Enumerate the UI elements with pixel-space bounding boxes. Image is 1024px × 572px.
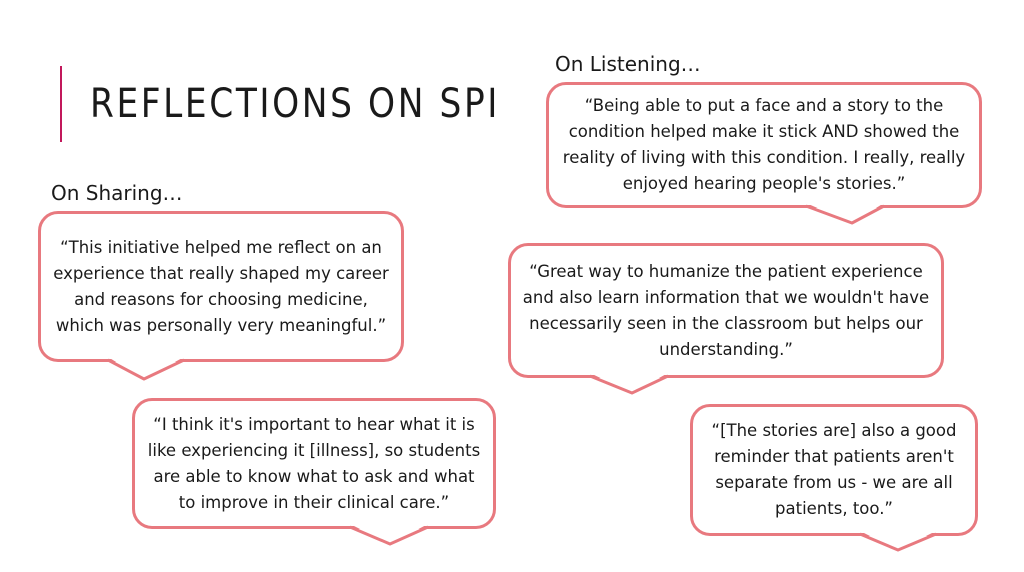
quote-bubble-listening-2 <box>508 243 944 378</box>
listening-heading: On Listening… <box>555 52 701 76</box>
speech-bubble-tail <box>860 531 940 557</box>
quote-text: “[The stories are] also a good reminder that patients aren't separate from us - we are all patients, too.” <box>711 421 957 518</box>
quote-text: “This initiative helped me reflect on an experience that really shaped my career and reasons for choosing medicine, which was personally very meaningful.” <box>53 237 389 335</box>
quote-bubble-listening-1 <box>546 82 982 208</box>
speech-bubble-tail <box>108 357 188 383</box>
quote-text: “Being able to put a face and a story to the condition helped make it stick AND showed the reality of living with this condition. I really, really enjoyed hearing people's stories.” <box>562 96 966 193</box>
speech-bubble-tail <box>806 203 886 229</box>
quote-bubble-sharing-2 <box>132 398 496 529</box>
quote-text: “I think it's important to hear what it is like experiencing it [illness], so students are able to know what to ask and what to improve in their clinical care.” <box>147 414 481 512</box>
sharing-heading: On Sharing… <box>51 181 183 205</box>
slide-title: REFLECTIONS ON SPI <box>90 81 500 127</box>
quote-bubble-listening-3 <box>690 404 978 536</box>
quote-text: “Great way to humanize the patient experience and also learn information that we wouldn't have necessarily seen in the classroom but helps our understanding.” <box>522 261 930 359</box>
quote-bubble-sharing-1 <box>38 211 404 362</box>
title-accent-bar <box>60 66 62 142</box>
speech-bubble-tail <box>590 373 670 399</box>
speech-bubble-tail <box>350 524 430 550</box>
